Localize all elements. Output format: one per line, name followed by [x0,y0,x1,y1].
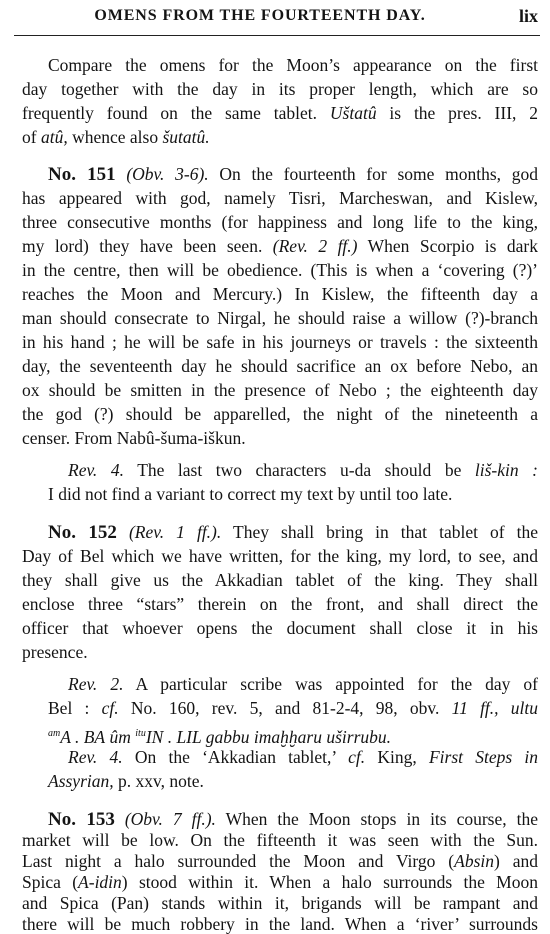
text-line: of atû, whence also šutatû. [22,127,210,147]
text-line: man should consecrate to Nirgal, he should raise a willow (?)-branch [22,308,538,328]
text-line: enclose three “stars” therein on the front, and shall direct the [22,594,538,614]
text-line: day together with the day in its proper length, which are so [22,79,538,99]
text-line: presence. [22,642,88,662]
header-rule [14,35,540,36]
text-line: censer. From Nabû-šuma-iškun. [22,428,246,448]
text-line: there will be much robbery in the land. When a ‘river’ surrounds [22,914,538,934]
entry-number: No. 153 [48,809,115,830]
entry-heading-line: No. 152 (Rev. 1 ff.). They shall bring in that tablet of the [48,522,539,543]
text-line: the god (?) should be apparelled, the night of the nineteenth a [22,404,538,424]
page-number: lix [518,6,538,26]
text-line: Compare the omens for the Moon’s appearance on the first [48,55,538,75]
text-line: officer that whoever opens the document shall close it in his [22,618,538,638]
text-line: in the centre, then will be obedience. (This is when a ‘covering (?)’ [22,260,538,280]
text-line: market will be low. On the fifteenth it was seen with the Sun. [22,830,538,850]
footnote-line: Rev. 4. On the ‘Akkadian tablet,’ cf. King, First Steps in [68,747,539,767]
text-line: ox should be smitten in the presence of Nebo ; the eighteenth day [22,380,538,400]
text-line: Spica (A-idin) stood within it. When a halo surrounds the Moon [22,872,538,892]
text-line: has appeared with god, namely Tisri, Marcheswan, and Kislew, [22,188,538,208]
text-line: they shall give us the Akkadian tablet of the king. They shall [22,570,538,590]
footnote-line: Rev. 4. The last two characters u-da should be liš-kin : [68,460,538,480]
entry-heading-line: No. 153 (Obv. 7 ff.). When the Moon stops in its course, the [48,809,538,830]
text-line: frequently found on the same tablet. Uštatû is the pres. III, 2 [22,103,538,123]
footnote-line: Rev. 2. A particular scribe was appointed for the day of [68,674,538,694]
text-line: reaches the Moon and Mercury.) In Kislew, the fifteenth day a [22,284,538,304]
footnote-line: I did not find a variant to correct my text by until too late. [48,484,453,504]
text-line: day, the seventeenth day he should sacrifice an ox before Nebo, an [22,356,538,376]
page-header [0,0,550,40]
text-line: in his hand ; he will be safe in his journeys or travels : the sixteenth [22,332,538,352]
text-line: and Spica (Pan) stands within it, brigands will be rampant and [22,893,538,913]
text-line: three consecutive months (for happiness and long life to the king, [22,212,538,232]
footnote-line: Assyrian, p. xxv, note. [48,771,204,791]
text-line: my lord) they have been seen. (Rev. 2 ff.) When Scorpio is dark [22,236,538,256]
text-line: Last night a halo surrounded the Moon and Virgo (Absin) and [22,851,538,871]
text-line: Day of Bel which we have written, for the king, my lord, to see, and [22,546,538,566]
footnote-line: Bel : cf. No. 160, rev. 5, and 81-2-4, 98, obv. 11 ff., ultu [48,698,539,718]
entry-number: No. 151 [48,164,116,185]
entry-heading-line: No. 151 (Obv. 3-6). On the fourteenth for some months, god [48,164,539,185]
footnote-line: $^{am}$A . BA ûm $^{itu}$IN . LIL gabbu imaḫḫaru uširrubu. [48,726,392,747]
running-title: OMENS FROM THE FOURTEENTH DAY. [94,7,426,24]
entry-number: No. 152 [48,522,117,543]
